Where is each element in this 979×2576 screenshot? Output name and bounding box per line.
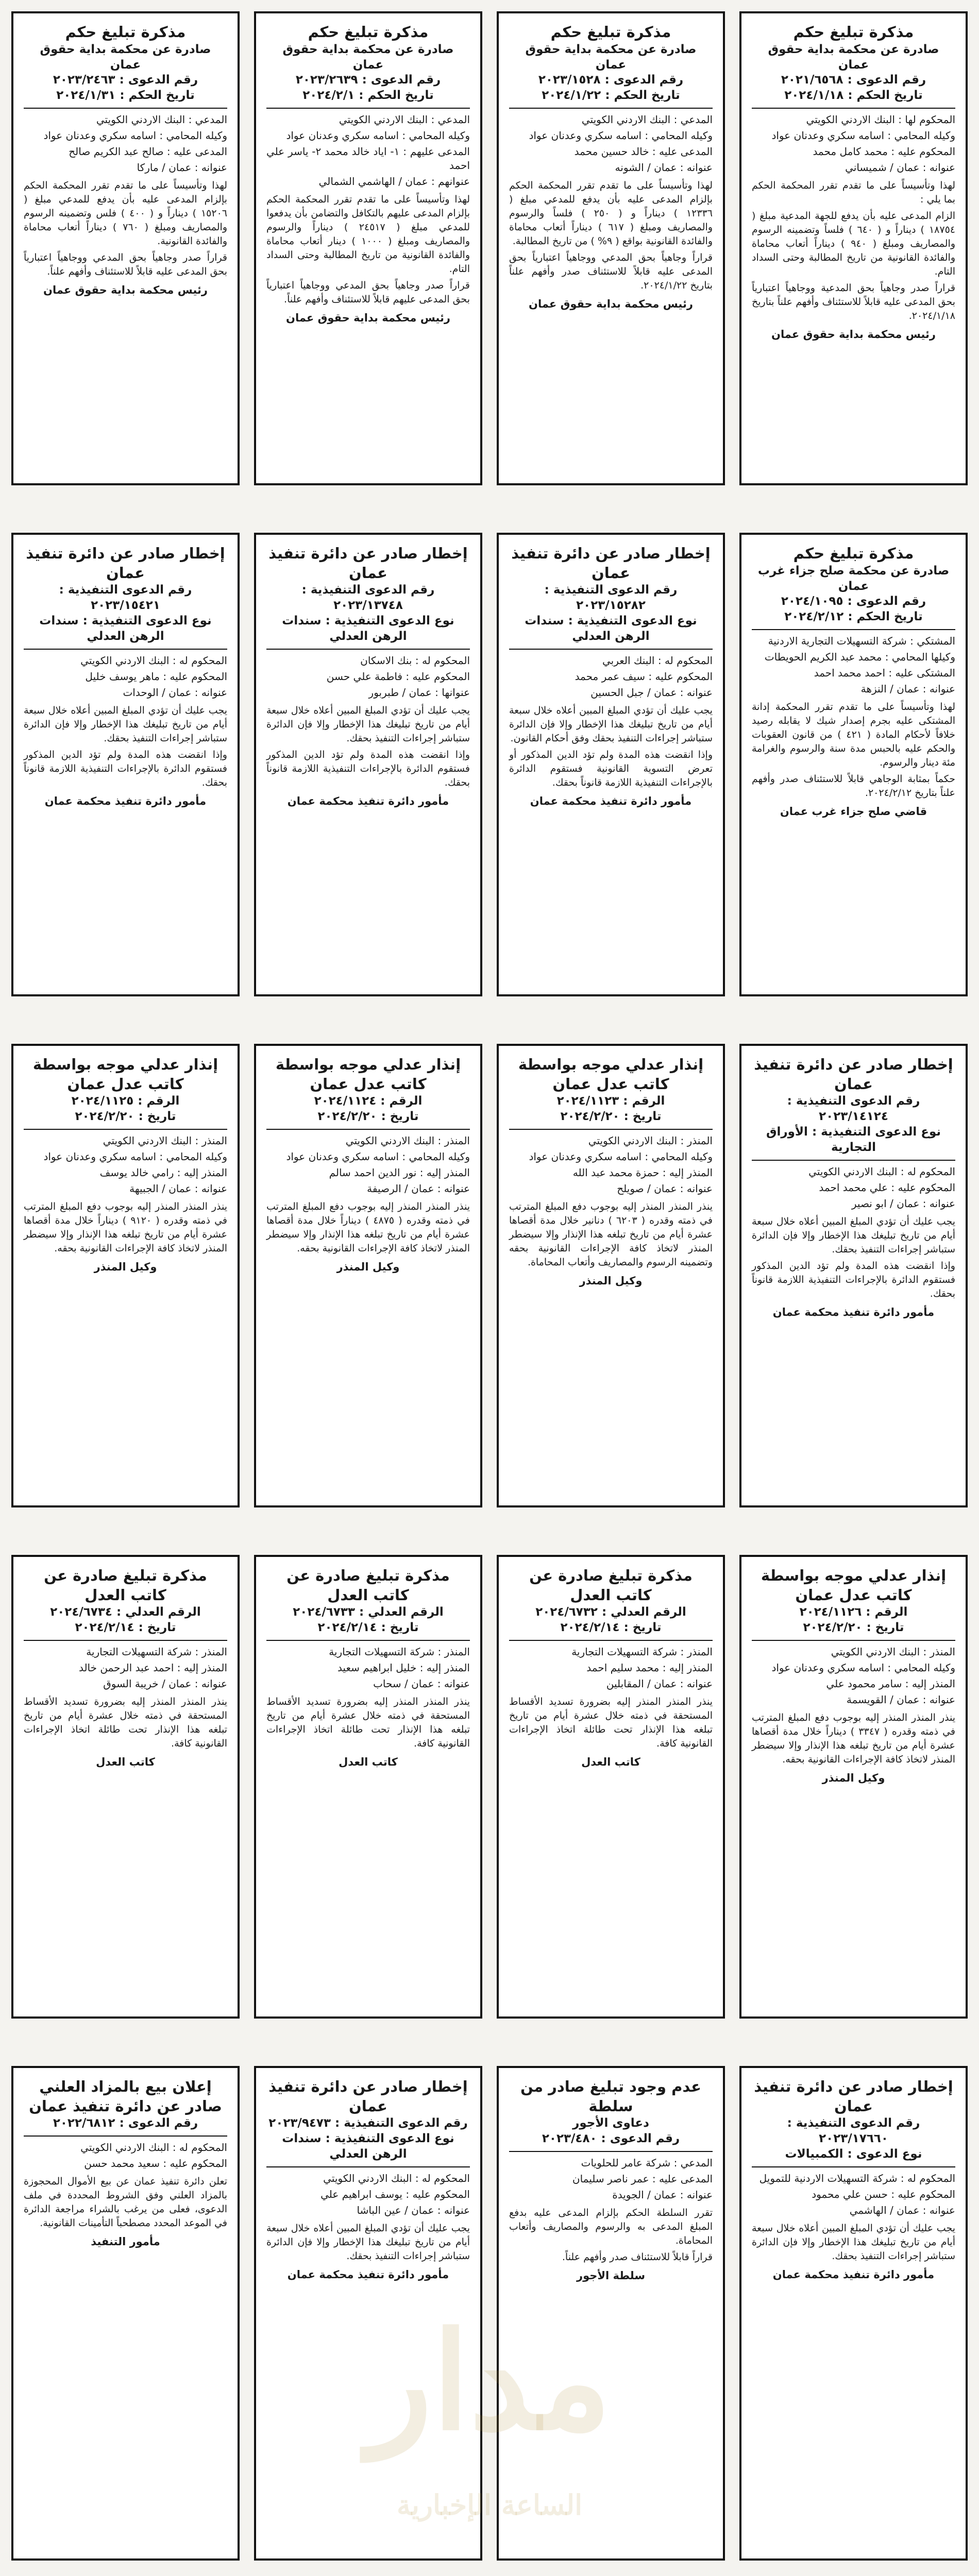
divider — [509, 2151, 713, 2152]
notice-header-line: تاريخ : ٢٠٢٤/٢/٢٠ — [560, 1110, 662, 1124]
legal-notice — [11, 2066, 240, 2561]
notice-party-line: المحكوم له : البنك الاردني الكويتي — [80, 654, 227, 667]
notice-header — [509, 1566, 713, 1636]
notice-header-line: دعاوى الأجور — [572, 2116, 649, 2130]
divider — [509, 1640, 713, 1641]
notice-paragraph: تعلن دائرة تنفيذ عمان عن بيع الأموال المحجوزة بالمزاد العلني وفق الشروط المحددة في ملف الدعوى، فعلى من يرغب بالشراء مراجعة الدائرة في الموعد المحدد مصطحباً التأمينات القانونية. — [24, 2176, 227, 2229]
notice-party-line: وكيله المحامي : اسامه سكري وعدنان عواد — [771, 129, 955, 142]
legal-notice — [254, 1555, 482, 2019]
notice-party-line: وكيله المحامي : اسامه سكري وعدنان عواد — [286, 1150, 470, 1163]
notice-body — [266, 1695, 470, 1751]
notice-body — [266, 1200, 470, 1256]
notice-header-line: الرقم العدلي : ٢٠٢٤/٦٧٣٢ — [535, 1605, 686, 1619]
notice-paragraph: ينذر المنذر المنذر إليه بوجوب دفع المبلغ المترتب في ذمته وقدره ( ٩١٢٠ ) ديناراً خلال مدة أقصاها عشرة أيام من تاريخ تبلغه هذا الإنذار وإلا سيضطر المنذر لاتخاذ كافة الإجراءات القانونية بحقه. — [24, 1201, 227, 1255]
notice-header-line: تاريخ : ٢٠٢٤/٢/١٤ — [560, 1621, 662, 1635]
notice-party-line: المنذر : البنك الاردني الكويتي — [103, 1134, 227, 1147]
notice-party-line: المنذر إليه : خليل ابراهيم سعيد — [337, 1662, 470, 1674]
notice-paragraph: يجب عليك أن تؤدي المبلغ المبين أعلاه خلال سبعة أيام من تاريخ تبليغك هذا الإخطار وإلا فإن الدائرة ستباشر إجراءات التنفيذ بحقك. — [752, 2223, 955, 2262]
notice-header-line: رقم الدعوى التنفيذية : ٢٠٢٣/١٤١٢٤ — [787, 1094, 920, 1124]
notice-header-line: رقم الدعوى : ٢٠٢٤/١٠٩٥ — [781, 595, 926, 608]
notice-header-line: رقم الدعوى التنفيذية : ٢٠٢٣/١٥٤٢١ — [59, 583, 192, 613]
notice-header-line: الرقم : ٢٠٢٤/١١٢٣ — [556, 1094, 665, 1108]
notice-body — [266, 193, 470, 307]
notice-header-line: نوع الدعوى التنفيذية : سندات الرهن العدلي — [525, 614, 697, 643]
notice-body — [752, 700, 955, 800]
notice-header — [509, 23, 713, 104]
notice-party-line: المحكوم لها : البنك الاردني الكويتي — [806, 113, 955, 126]
notice-header-line: رقم الدعوى التنفيذية : ٢٠٢٣/١٥٢٨٢ — [544, 583, 678, 613]
notice-header-line: نوع الدعوى التنفيذية : الأوراق التجارية — [766, 1125, 941, 1155]
notice-paragraph: وإذا انقضت هذه المدة ولم تؤد الدين المذكور فستقوم الدائرة بالإجراءات التنفيذية اللازمة قانوناً بحقك. — [266, 749, 470, 788]
notice-header-line: تاريخ الحكم : ٢٠٢٤/١/٣١ — [56, 89, 195, 103]
notice-party-line: وكيله المحامي : اسامه سكري وعدنان عواد — [529, 1150, 713, 1163]
notice-header-line: تاريخ الحكم : ٢٠٢٤/١/١٨ — [784, 89, 923, 103]
notice-header-line: إخطار صادر عن دائرة تنفيذ عمان — [268, 2078, 468, 2115]
notice-body — [24, 1200, 227, 1256]
notice-party-line: المحكوم عليه : محمد كامل محمد — [813, 145, 955, 158]
legal-notice — [739, 1555, 968, 2019]
legal-notice — [11, 1555, 240, 2019]
notice-header-line: تاريخ : ٢٠٢٤/٢/١٤ — [75, 1621, 176, 1635]
legal-notice — [254, 2066, 482, 2561]
notice-header — [752, 1055, 955, 1156]
notice-paragraph: يجب عليك أن تؤدي المبلغ المبين أعلاه خلال سبعة أيام من تاريخ تبليغك هذا الإخطار وإلا فإن الدائرة ستباشر إجراءات التنفيذ بحقك. — [266, 704, 470, 744]
notice-header-line: رقم الدعوى : ٢٠٢٣/٢٤٦٣ — [53, 73, 198, 87]
notice-party-line: المحكوم عليه : فاطمة علي حسن — [326, 670, 470, 683]
notice-party-line: وكيله المحامي : اسامه سكري وعدنان عواد — [43, 129, 227, 142]
notice-header-line: مذكرة تبليغ صادرة عن كاتب العدل — [286, 1567, 450, 1604]
notice-party-line: وكيله المحامي : اسامه سكري وعدنان عواد — [529, 129, 713, 142]
legal-notice — [739, 2066, 968, 2561]
notice-party-line: المحكوم عليه : حسن علي محمود — [812, 2188, 955, 2201]
notice-party-line: المحكوم له : البنك الاردني الكويتي — [808, 1165, 955, 1178]
divider — [752, 629, 955, 630]
notice-header — [266, 2077, 470, 2162]
notice-signature: كاتب العدل — [339, 1756, 398, 1769]
notice-party-line: عنوانها : عمان / طبربور — [368, 686, 470, 699]
notice-party-line: المنذر إليه : حمزة محمد عبد الله — [572, 1166, 713, 1179]
notice-header-line: إعلان بيع بالمزاد العلني صادر عن دائرة تنفيذ عمان — [29, 2078, 222, 2115]
notice-header-line: رقم الدعوى التنفيذية : ٢٠٢٣/١٧٦٦٠ — [787, 2116, 920, 2146]
notice-paragraph: لهذا وتأسيساً على ما تقدم تقرر المحكمة الحكم بإلزام المدعى عليهم بالتكافل والتضامن بأن يدفعوا للمدعي مبلغ ( ٢٤٥١٧ ) ديناراً والرسوم والمصاريف ومبلغ ( ١٠٠٠ ) دينار أتعاب محاماة والفائدة القانونية من تاريخ المطالبة وحتى السداد التام. — [266, 194, 470, 275]
legal-notice — [497, 11, 725, 485]
notice-header-line: رقم الدعوى التنفيذية : ٢٠٢٣/١٣٧٤٨ — [301, 583, 435, 613]
notice-signature: مأمور دائرة تنفيذ محكمة عمان — [287, 2268, 449, 2281]
divider — [509, 649, 713, 650]
notice-header — [24, 2077, 227, 2131]
notice-party-line: عنوانه : عمان / جبل الحسين — [590, 686, 713, 699]
notice-paragraph: ينذر المنذر المنذر إليه بوجوب دفع المبلغ المترتب في ذمته وقدره ( ٦٢٠٣ ) دنانير خلال مدة أقصاها عشرة أيام من تاريخ تبلغه هذا الإنذار وإلا سيضطر المنذر لاتخاذ كافة الإجراءات القانونية بحقه وتضمينه الرسوم والمصاريف وأتعاب المحاماة. — [509, 1201, 713, 1268]
notice-header-line: تاريخ الحكم : ٢٠٢٤/٢/١ — [302, 89, 434, 103]
notice-header — [752, 23, 955, 104]
notice-header-line: رقم الدعوى : ٢٠٢١/٦٥٦٨ — [781, 73, 926, 87]
notice-party-line: عنوانه : عمان / خريبة السوق — [103, 1677, 227, 1690]
notice-party-line: المدعي : البنك الاردني الكويتي — [96, 113, 227, 126]
notice-paragraph: وإذا انقضت هذه المدة ولم تؤد الدين المذكور فستقوم الدائرة بالإجراءات التنفيذية اللازمة قانوناً بحقك. — [24, 749, 227, 788]
notice-signature: وكيل المنذر — [94, 1261, 157, 1274]
notice-party-line: المنذر إليه : محمد سليم احمد — [586, 1662, 713, 1674]
notice-party-line: عنوانه : عمان / صويلح — [617, 1182, 713, 1195]
notice-signature: وكيل المنذر — [822, 1772, 885, 1785]
notice-body — [509, 179, 713, 293]
divider — [24, 1640, 227, 1641]
notice-party-line: المحكوم له : البنك العربي — [602, 654, 713, 667]
notice-paragraph: قراراً صدر وجاهياً بحق المدعية ووجاهياً اعتبارياً بحق المدعى عليه قابلاً للاستئناف وأفهم علناً بتاريخ ٢٠٢٤/١/١٨. — [752, 282, 955, 321]
notice-header-line: الرقم العدلي : ٢٠٢٤/٦٧٣٣ — [293, 1605, 444, 1619]
notice-signature: مأمور دائرة تنفيذ محكمة عمان — [287, 794, 449, 807]
notice-header-line: نوع الدعوى التنفيذية : سندات الرهن العدلي — [282, 614, 454, 643]
notice-paragraph: ينذر المنذر المنذر إليه بضرورة تسديد الأقساط المستحقة في ذمته خلال عشرة أيام من تاريخ تبلغه هذا الإنذار تحت طائلة اتخاذ الإجراءات القانونية كافة. — [24, 1696, 227, 1750]
notice-paragraph: لهذا وتأسيساً على ما تقدم تقرر المحكمة الحكم بما يلي : — [752, 180, 955, 206]
notice-signature: مأمور دائرة تنفيذ محكمة عمان — [772, 1306, 935, 1318]
notice-header-line: مذكرة تبليغ حكم — [793, 545, 914, 562]
notice-header-line: نوع الدعوى التنفيذية : سندات الرهن العدلي — [39, 614, 212, 643]
notice-party-line: المشتكي : شركة التسهيلات التجارية الاردنية — [768, 635, 955, 648]
notice-header-line: رقم الدعوى : ٢٠٢٣/٢٦٣٩ — [295, 73, 441, 87]
notice-header — [24, 23, 227, 104]
notice-party-line: وكيله المحامي : اسامه سكري وعدنان عواد — [771, 1662, 955, 1674]
divider — [752, 1640, 955, 1641]
notice-header-line: مذكرة تبليغ حكم — [65, 23, 186, 41]
notice-body — [266, 704, 470, 790]
divider — [509, 1129, 713, 1130]
legal-notice — [254, 533, 482, 996]
notice-signature: رئيس محكمة بداية حقوق عمان — [771, 328, 936, 341]
notice-signature: رئيس محكمة بداية حقوق عمان — [43, 284, 208, 297]
notice-party-line: المدعى عليه : عمر ناصر سليمان — [572, 2173, 713, 2185]
notice-body — [509, 1695, 713, 1751]
legal-notice — [497, 1555, 725, 2019]
notice-party-line: المنذر إليه : احمد عبد الرحمن خالد — [78, 1662, 227, 1674]
notice-party-line: المنذر : شركة التسهيلات التجارية — [571, 1646, 713, 1658]
notice-party-line: عنوانه : عمان / عين الباشا — [357, 2204, 470, 2217]
legal-notice — [497, 2066, 725, 2561]
notice-party-line: المنذر : البنك الاردني الكويتي — [831, 1646, 955, 1658]
legal-notice — [254, 11, 482, 485]
notice-paragraph: ينذر المنذر المنذر إليه بوجوب دفع المبلغ المترتب في ذمته وقدره ( ٤٨٧٥ ) ديناراً خلال مدة أقصاها عشرة أيام من تاريخ تبلغه هذا الإنذار وإلا سيضطر المنذر لاتخاذ كافة الإجراءات القانونية بحقه. — [266, 1201, 470, 1255]
notice-header-line: مذكرة تبليغ حكم — [793, 23, 914, 41]
notice-paragraph: ينذر المنذر المنذر إليه بضرورة تسديد الأقساط المستحقة في ذمته خلال عشرة أيام من تاريخ تبلغه هذا الإنذار تحت طائلة اتخاذ الإجراءات القانونية كافة. — [266, 1696, 470, 1750]
notice-header-line: مذكرة تبليغ صادرة عن كاتب العدل — [44, 1567, 207, 1604]
notice-paragraph: تقرر السلطة الحكم بإلزام المدعى عليه بدفع المبلغ المدعى به والرسوم والمصاريف وأتعاب المحاماة. — [509, 2207, 713, 2247]
notice-signature: مأمور دائرة تنفيذ محكمة عمان — [44, 794, 207, 807]
notice-body — [752, 1711, 955, 1767]
notice-paragraph: قراراً صدر وجاهياً بحق المدعي ووجاهياً اعتبارياً بحق المدعى عليه قابلاً للاستئناف وأفهم علناً. — [24, 252, 227, 278]
notice-signature: قاضي صلح جزاء غرب عمان — [780, 805, 927, 818]
divider — [752, 1160, 955, 1161]
notice-body — [752, 179, 955, 323]
notice-header-line: مذكرة تبليغ حكم — [308, 23, 429, 41]
notice-paragraph: قراراً قابلاً للاستئناف صدر وأفهم علناً. — [562, 2251, 713, 2263]
notice-header — [752, 544, 955, 625]
notice-party-line: عنوانه : عمان / ابو نصير — [851, 1197, 955, 1210]
notice-paragraph: يجب عليك أن تؤدي المبلغ المبين أعلاه خلال سبعة أيام من تاريخ تبليغك هذا الإخطار وإلا فإن الدائرة ستباشر إجراءات التنفيذ بحقك وفق أحكام القانون. — [509, 704, 713, 744]
notice-paragraph: لهذا وتأسيساً على ما تقدم تقرر المحكمة إدانة المشتكى عليه بجرم إصدار شيك لا يقابله رصيد خلافاً لأحكام المادة ( ٤٢١ ) من قانون العقوبات والحكم عليه بالحبس مدة سنة والرسوم والغرامة مئة دينار والرسوم. — [752, 701, 955, 769]
notice-header-line: إخطار صادر عن دائرة تنفيذ عمان — [268, 545, 468, 582]
notice-party-line: المحكوم له : شركة التسهيلات الاردنية للتمويل — [759, 2172, 955, 2185]
notice-party-line: المحكوم عليه : سعيد محمد حسن — [84, 2157, 227, 2170]
notice-party-line: المحكوم عليه : يوسف ابراهيم علي — [320, 2188, 470, 2201]
notice-body — [24, 2175, 227, 2230]
notice-header — [266, 1055, 470, 1125]
divider — [24, 1129, 227, 1130]
notice-party-line: المنذر : البنك الاردني الكويتي — [345, 1134, 470, 1147]
notice-header-line: إنذار عدلي موجه بواسطة كاتب عدل عمان — [761, 1567, 947, 1604]
legal-notice — [11, 1044, 240, 1507]
notice-body — [752, 1215, 955, 1301]
notice-party-line: عنوانه : عمان / المقابلين — [606, 1677, 713, 1690]
notice-header-line: تاريخ : ٢٠٢٤/٢/٢٠ — [75, 1110, 176, 1124]
watermark-tagline: الساعة الإخبارية — [396, 2488, 583, 2521]
notice-paragraph: يجب عليك أن تؤدي المبلغ المبين أعلاه خلال سبعة أيام من تاريخ تبليغك هذا الإخطار وإلا فإن الدائرة ستباشر إجراءات التنفيذ بحقك. — [24, 704, 227, 744]
notice-party-line: وكيله المحامي : اسامه سكري وعدنان عواد — [43, 1150, 227, 1163]
notice-party-line: المنذر : شركة التسهيلات التجارية — [329, 1646, 470, 1658]
notice-header-line: تاريخ الحكم : ٢٠٢٤/١/٢٢ — [542, 89, 680, 103]
notice-signature: مأمور دائرة تنفيذ محكمة عمان — [772, 2268, 935, 2281]
notice-header-line: صادرة عن محكمة بداية حقوق عمان — [768, 42, 939, 72]
notice-header-line: تاريخ : ٢٠٢٤/٢/٢٠ — [803, 1621, 904, 1635]
notice-party-line: المدعي : شركة عامر للحلويات — [581, 2157, 713, 2170]
notice-header-line: الرقم : ٢٠٢٤/١١٢٥ — [71, 1094, 180, 1108]
notice-header — [752, 1566, 955, 1636]
notice-party-line: المحكوم عليه : سيف عمر محمد — [575, 670, 713, 683]
notice-signature: سلطة الأجور — [577, 2269, 645, 2282]
notice-party-line: المنذر : شركة التسهيلات التجارية — [86, 1646, 227, 1658]
notice-paragraph: لهذا وتأسيساً على ما تقدم تقرر المحكمة الحكم بإلزام المدعى عليه بأن يدفع للمدعي مبلغ ( ١٥٢٠٦ ) ديناراً و ( ٤٠٠ ) فلس وتضمينه الرسوم والمصاريف ومبلغ ( ٧٦٠ ) ديناراً أتعاب محاماة والفائدة القانونية. — [24, 180, 227, 247]
notice-party-line: عنوانه : عمان / النزهة — [860, 683, 955, 696]
notice-body — [24, 1695, 227, 1751]
notice-party-line: وكيله المحامي : اسامه سكري وعدنان عواد — [286, 129, 470, 142]
notice-party-line: عنوانه : عمان / الجبيهة — [129, 1182, 227, 1195]
notice-header-line: الرقم : ٢٠٢٤/١١٢٦ — [799, 1605, 908, 1619]
notices-grid — [11, 11, 968, 2561]
notice-header-line: مذكرة تبليغ صادرة عن كاتب العدل — [529, 1567, 693, 1604]
notice-signature: وكيل المنذر — [579, 1275, 643, 1287]
notice-paragraph: حكماً بمثابة الوجاهي قابلاً للاستئناف صدر وأفهم علناً بتاريخ ٢٠٢٤/٢/١٢. — [752, 773, 955, 799]
notice-party-line: عنوانه : عمان / القويسمة — [846, 1693, 955, 1706]
notice-party-line: عنوانه : عمان / الوحدات — [123, 686, 227, 699]
divider — [266, 2166, 470, 2167]
notice-party-line: عنوانه : عمان / الرصيفة — [367, 1182, 470, 1195]
notice-header-line: إنذار عدلي موجه بواسطة كاتب عدل عمان — [32, 1056, 218, 1093]
notice-signature: مأمور دائرة تنفيذ محكمة عمان — [530, 794, 692, 807]
divider — [752, 2166, 955, 2167]
notice-paragraph: ينذر المنذر المنذر إليه بضرورة تسديد الأقساط المستحقة في ذمته خلال عشرة أيام من تاريخ تبلغه هذا الإنذار تحت طائلة اتخاذ الإجراءات القانونية كافة. — [509, 1696, 713, 1750]
notice-paragraph: وإذا انقضت هذه المدة ولم تؤد الدين المذكور أو تعرض التسوية القانونية فستقوم الدائرة بالإجراءات التنفيذية اللازمة قانوناً بحقك. — [509, 749, 713, 788]
notice-paragraph: الزام المدعى عليه بأن يدفع للجهة المدعية مبلغ ( ١٨٧٥٤ ) ديناراً و ( ٦٤٠ ) فلساً وتضمينه الرسوم والمصاريف ومبلغ ( ٩٤٠ ) ديناراً أتعاب محاماة والفائدة القانونية من تاريخ المطالبة وحتى السداد التام. — [752, 210, 955, 278]
notice-party-line: المدعى عليهم : ١- اياد خالد محمد ٢- ياسر علي احمد — [266, 145, 470, 172]
notice-body — [24, 704, 227, 790]
notice-signature: رئيس محكمة بداية حقوق عمان — [529, 298, 693, 310]
notice-party-line: المحكوم له : البنك الاردني الكويتي — [323, 2172, 470, 2185]
notice-paragraph: يجب عليك أن تؤدي المبلغ المبين أعلاه خلال سبعة أيام من تاريخ تبليغك هذا الإخطار وإلا فإن الدائرة ستباشر إجراءات التنفيذ بحقك. — [752, 1215, 955, 1255]
notice-party-line: المدعى عليه : صالح عبد الكريم صالح — [69, 145, 227, 158]
notice-signature: رئيس محكمة بداية حقوق عمان — [286, 312, 450, 324]
notice-party-line: وكيلها المحامي : محمد عبد الكريم الحويطات — [764, 651, 955, 664]
notice-header-line: رقم الدعوى : ٢٠٢٣/٤٨٠ — [542, 2132, 680, 2146]
notice-paragraph: قراراً وجاهياً بحق المدعي ووجاهياً اعتبارياً بحق المدعى عليه قابلاً للاستئناف صدر وأفهم علناً بتاريخ ٢٠٢٤/١/٢٢. — [509, 252, 713, 292]
notice-party-line: المحكوم عليه : ماهر يوسف خليل — [85, 670, 227, 683]
notice-party-line: المدعي : البنك الاردني الكويتي — [339, 113, 470, 126]
notice-signature: وكيل المنذر — [336, 1261, 400, 1274]
notice-header-line: الرقم العدلي : ٢٠٢٤/٦٧٣٤ — [50, 1605, 201, 1619]
notice-header — [509, 1055, 713, 1125]
notice-signature: كاتب العدل — [581, 1756, 640, 1769]
notice-header — [752, 2077, 955, 2162]
divider — [509, 108, 713, 109]
notice-header-line: صادرة عن محكمة بداية حقوق عمان — [282, 42, 454, 72]
notice-header — [24, 544, 227, 645]
notice-party-line: عنوانه : عمان / الجويدة — [612, 2189, 713, 2201]
divider — [24, 649, 227, 650]
notice-party-line: عنوانه : عمان / سحاب — [373, 1677, 470, 1690]
notice-paragraph: ينذر المنذر المنذر إليه بوجوب دفع المبلغ المترتب في ذمته وقدره ( ٣٣٤٧ ) ديناراً خلال مدة أقصاها عشرة أيام من تاريخ تبلغه هذا الإنذار وإلا سيضطر المنذر لاتخاذ كافة الإجراءات القانونية بحقه. — [752, 1712, 955, 1766]
legal-notice — [739, 1044, 968, 1507]
notice-header-line: صادرة عن محكمة بداية حقوق عمان — [525, 42, 697, 72]
legal-notice — [254, 1044, 482, 1507]
notice-header-line: إنذار عدلي موجه بواسطة كاتب عدل عمان — [275, 1056, 461, 1093]
notice-header-line: رقم الدعوى : ٢٠٢٢/٦٨١٢ — [53, 2116, 198, 2130]
notice-header-line: إخطار صادر عن دائرة تنفيذ عمان — [511, 545, 711, 582]
notice-header-line: تاريخ : ٢٠٢٤/٢/١٤ — [317, 1621, 419, 1635]
divider — [266, 108, 470, 109]
notice-header-line: رقم الدعوى : ٢٠٢٣/١٥٢٨ — [538, 73, 684, 87]
notice-party-line: المشتكى عليه : احمد محمد احمد — [814, 667, 955, 680]
divider — [24, 108, 227, 109]
notice-paragraph: لهذا وتأسيساً على ما تقدم تقرر المحكمة الحكم بإلزام المدعى عليه بأن يدفع للمدعي مبلغ ( ١٢٣٣٦ ) ديناراً و ( ٢٥٠ ) فلساً والرسوم والمصاريف ومبلغ ( ٦١٧ ) ديناراً أتعاب محاماة والفائدة القانونية بواقع ( ٩% ) من تاريخ المطالبة. — [509, 180, 713, 247]
notice-party-line: المنذر إليه : رامي خالد يوسف — [99, 1166, 227, 1179]
divider — [752, 108, 955, 109]
legal-notice — [11, 11, 240, 485]
notice-party-line: المدعى عليه : خالد حسين محمد — [574, 145, 713, 158]
legal-notice — [497, 533, 725, 996]
notice-header-line: صادرة عن محكمة بداية حقوق عمان — [40, 42, 211, 72]
notice-header-line: نوع الدعوى التنفيذية : سندات الرهن العدلي — [282, 2132, 454, 2161]
notice-header-line: إنذار عدلي موجه بواسطة كاتب عدل عمان — [518, 1056, 704, 1093]
divider — [266, 1640, 470, 1641]
notice-party-line: المحكوم له : البنك الاردني الكويتي — [80, 2141, 227, 2154]
notice-party-line: عنوانه : عمان / الشونه — [615, 161, 713, 174]
notice-party-line: المحكوم له : بنك الاسكان — [360, 654, 470, 667]
legal-notice — [739, 11, 968, 485]
notice-header-line: مذكرة تبليغ حكم — [550, 23, 671, 41]
notice-signature: مأمور التنفيذ — [91, 2235, 160, 2248]
notice-header — [24, 1566, 227, 1636]
notice-header — [509, 544, 713, 645]
notice-header-line: عدم وجود تبليغ صادر من سلطة — [520, 2078, 701, 2115]
notice-header-line: إخطار صادر عن دائرة تنفيذ عمان — [754, 2078, 953, 2115]
notice-body — [266, 2222, 470, 2263]
notice-header — [266, 23, 470, 104]
legal-notice — [11, 533, 240, 996]
notice-header-line: إخطار صادر عن دائرة تنفيذ عمان — [26, 545, 225, 582]
notice-party-line: المدعي : البنك الاردني الكويتي — [581, 113, 713, 126]
notice-party-line: المنذر إليه : نور الدين احمد سالم — [329, 1166, 470, 1179]
notice-party-line: عنوانه : عمان / ماركا — [137, 161, 227, 174]
divider — [266, 649, 470, 650]
watermark-logo: مدار — [367, 2303, 612, 2460]
notice-body — [509, 704, 713, 790]
notice-header-line: تاريخ الحكم : ٢٠٢٤/٢/١٢ — [784, 610, 923, 624]
notice-header-line: تاريخ : ٢٠٢٤/٢/٢٠ — [317, 1110, 419, 1124]
notice-header — [266, 544, 470, 645]
notice-signature: كاتب العدل — [96, 1756, 155, 1769]
divider — [24, 2136, 227, 2137]
notice-party-line: المحكوم عليه : علي محمد احمد — [819, 1181, 955, 1194]
notice-party-line: المنذر إليه : سامر محمود علي — [826, 1677, 955, 1690]
notice-header-line: الرقم : ٢٠٢٤/١١٢٤ — [314, 1094, 423, 1108]
notice-header — [266, 1566, 470, 1636]
notice-body — [509, 1200, 713, 1269]
notice-paragraph: قراراً صدر وجاهياً بحق المدعي ووجاهياً اعتبارياً بحق المدعى عليهم قابلاً للاستئناف وأفهم علناً. — [266, 280, 470, 306]
notice-header — [509, 2077, 713, 2147]
notice-header-line: صادرة عن محكمة صلح جزاء غرب عمان — [757, 564, 950, 593]
notice-party-line: عنوانه : عمان / شميساني — [845, 161, 955, 174]
notice-body — [752, 2222, 955, 2263]
notice-header — [24, 1055, 227, 1125]
notice-party-line: عنوانه : عمان / الهاشمي — [849, 2204, 955, 2217]
notice-paragraph: يجب عليك أن تؤدي المبلغ المبين أعلاه خلال سبعة أيام من تاريخ تبليغك هذا الإخطار وإلا فإن الدائرة ستباشر إجراءات التنفيذ بحقك. — [266, 2223, 470, 2262]
notice-party-line: عنوانهم : عمان / الهاشمي الشمالي — [318, 175, 470, 188]
notice-body — [24, 179, 227, 279]
notice-header-line: رقم الدعوى التنفيذية : ٢٠٢٣/٩٤٧٣ — [268, 2116, 468, 2130]
notice-party-line: المنذر : البنك الاردني الكويتي — [588, 1134, 713, 1147]
legal-notice — [739, 533, 968, 996]
notice-paragraph: وإذا انقضت هذه المدة ولم تؤد الدين المذكور فستقوم الدائرة بالإجراءات التنفيذية اللازمة قانوناً بحقك. — [752, 1260, 955, 1299]
notice-header-line: نوع الدعوى : الكمبيالات — [785, 2147, 922, 2161]
divider — [266, 1129, 470, 1130]
notice-header-line: إخطار صادر عن دائرة تنفيذ عمان — [754, 1056, 953, 1093]
legal-notice — [497, 1044, 725, 1507]
notice-body — [509, 2206, 713, 2264]
